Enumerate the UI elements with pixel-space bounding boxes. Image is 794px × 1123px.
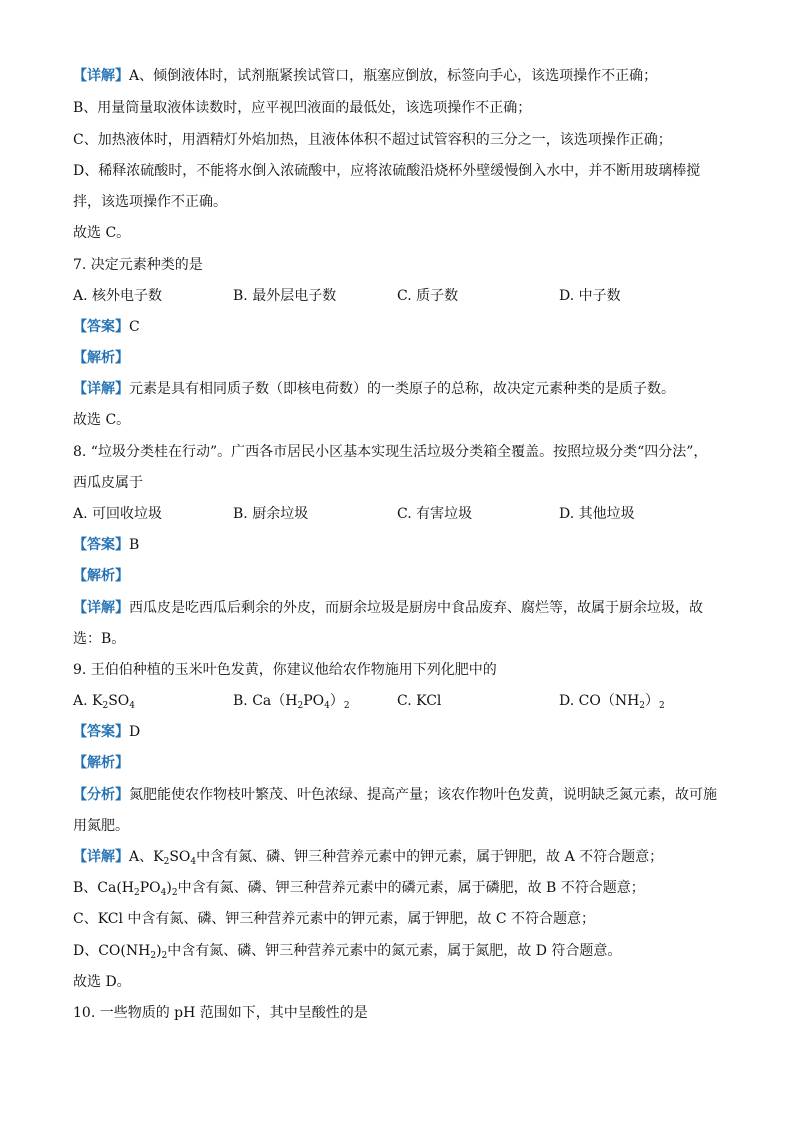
q9-detail-d: D、$CO(NH_2)_2$中含有氮、磷、钾三种营养元素中的氮元素，属于氮肥，故 D 符合题意。 (73, 943, 622, 961)
q8-answer: 【答案】B (73, 537, 140, 553)
q8-analysis-tag: 【解析】 (73, 568, 129, 584)
q9-detail-c: C、KCl 中含有氮、磷、钾三种营养元素中的钾元素，属于钾肥，故 C 不符合题意； (73, 911, 596, 927)
q7-option-c: C. 质子数 (397, 288, 459, 304)
q9-option-d: D. $CO(NH_2)_2$ (559, 693, 665, 711)
answer-tag: 【答案】 (73, 724, 129, 740)
q7-option-d: D. 中子数 (559, 288, 621, 304)
q9-detail-b: B、$Ca(H_2PO_4)_2$中含有氮、磷、钾三种营养元素中的磷元素，属于磷肥，故 B 不符合题意； (73, 880, 645, 898)
q9-analysis-tag: 【解析】 (73, 755, 129, 771)
q6-detail-line-c: C、加热液体时，用酒精灯外焰加热，且液体体积不超过试管容积的三分之一，该选项操作正确； (73, 132, 672, 148)
q7-option-a: A. 核外电子数 (73, 288, 163, 304)
q6-detail-line-b: B、用量筒量取液体读数时，应平视凹液面的最低处，该选项操作不正确； (73, 100, 532, 116)
q9-answer: 【答案】D (73, 724, 141, 740)
q6-conclusion: 故选 C。 (73, 225, 131, 241)
detail-tag: 【详解】 (73, 68, 129, 84)
q6-detail-line-d1: D、稀释浓硫酸时，不能将水倒入浓硫酸中，应将浓硫酸沿烧杯外壁缓慢倒入水中，并不断用玻璃棒搅 (73, 163, 701, 179)
detail-tag: 【详解】 (73, 600, 129, 616)
q9-option-a: A. $K_2SO_4$ (73, 693, 136, 711)
q9-analysis-line-2: 用氮肥。 (73, 818, 129, 834)
q9-analysis-line-1: 【分析】氮肥能使农作物枝叶繁茂、叶色浓绿、提高产量；该农作物叶色发黄，说明缺乏氮元素，故可施 (73, 787, 717, 803)
detail-tag: 【详解】 (73, 849, 129, 865)
q8-detail-line-2: 选：B。 (73, 631, 126, 647)
q8-option-a: A. 可回收垃圾 (73, 506, 163, 522)
answer-tag: 【答案】 (73, 319, 129, 335)
q8-option-c: C. 有害垃圾 (397, 506, 473, 522)
q8-option-b: B. 厨余垃圾 (233, 506, 309, 522)
q10-stem: 10. 一些物质的 pH 范围如下，其中呈酸性的是 (73, 1005, 368, 1021)
detail-tag: 【详解】 (73, 381, 129, 397)
q8-detail-line-1: 【详解】西瓜皮是吃西瓜后剩余的外皮，而厨余垃圾是厨房中食品废弃、腐烂等，故属于厨余垃圾，故 (73, 600, 703, 616)
q7-answer: 【答案】C (73, 319, 140, 335)
q7-stem: 7. 决定元素种类的是 (73, 257, 203, 273)
q9-stem: 9. 王伯伯种植的玉米叶色发黄，你建议他给农作物施用下列化肥中的 (73, 662, 497, 678)
answer-tag: 【答案】 (73, 537, 129, 553)
q9-option-b: B. $Ca(H_2PO_4)_2$ (233, 693, 350, 711)
q6-detail-line-d2: 拌，该选项操作不正确。 (73, 194, 227, 210)
q7-detail: 【详解】元素是具有相同质子数（即核电荷数）的一类原子的总称，故决定元素种类的是质子数。 (73, 381, 675, 397)
q8-stem-line-2: 西瓜皮属于 (73, 475, 143, 491)
q7-option-b: B. 最外层电子数 (233, 288, 337, 304)
q8-stem-line-1: 8. “垃圾分类桂在行动”。广西各市居民小区基本实现生活垃圾分类箱全覆盖。按照垃圾分类“四分法”， (73, 444, 708, 460)
q7-conclusion: 故选 C。 (73, 412, 131, 428)
q6-detail-line-a: 【详解】A、倾倒液体时，试剂瓶紧挨试管口，瓶塞应倒放，标签向手心，该选项操作不正确； (73, 68, 658, 84)
q8-option-d: D. 其他垃圾 (559, 506, 635, 522)
analysis-sub-tag: 【分析】 (73, 787, 129, 803)
q9-conclusion: 故选 D。 (73, 974, 131, 990)
q9-option-c: C. KCl (397, 693, 442, 709)
q9-detail-a: 【详解】A、$K_2SO_4$中含有氮、磷、钾三种营养元素中的钾元素，属于钾肥，故 A 不符合题意； (73, 849, 664, 867)
q7-analysis-tag: 【解析】 (73, 350, 129, 366)
